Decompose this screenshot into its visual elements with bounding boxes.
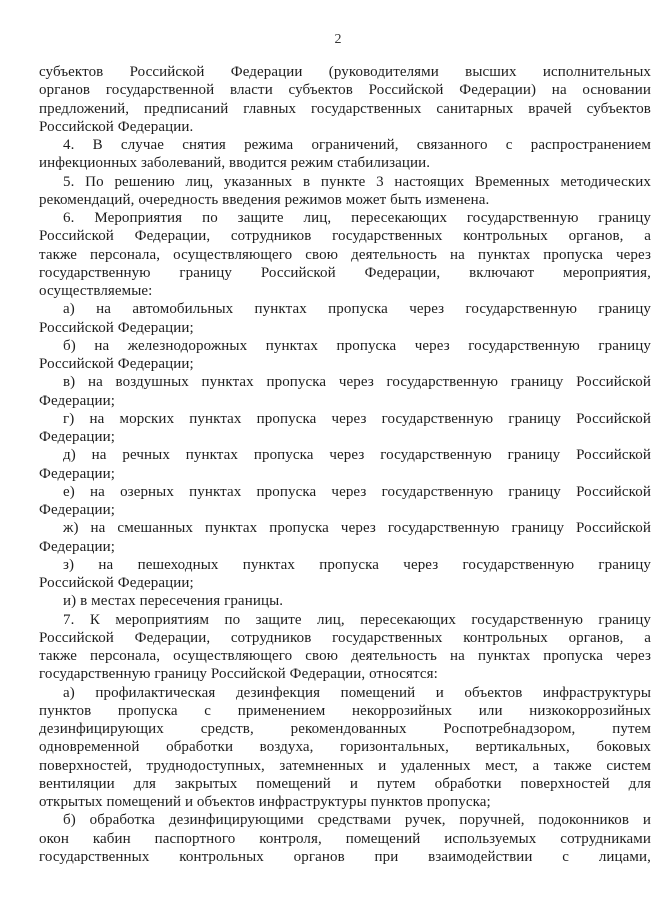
text-line: инфекционных заболеваний, вводится режим стабилизации. (39, 155, 431, 172)
text-line: б) обработка дезинфицирующими средствами ручек, поручней, подоконников и (63, 812, 651, 829)
text-line: пунктов пропуска с применением некоррозийных или низкокоррозийных (39, 702, 651, 719)
text-line: государственных контрольных органов при взаимодействии с лицами, (39, 848, 651, 865)
text-line: е) на озерных пунктах пропуска через государственную границу Российской (63, 483, 651, 500)
text-line: г) на морских пунктах пропуска через государственную границу Российской (63, 410, 651, 427)
text-line: Федерации; (39, 538, 116, 555)
text-line: одновременной обработки воздуха, горизонтальных, вертикальных, боковых (39, 739, 651, 756)
text-line: и) в местах пересечения границы. (63, 593, 284, 610)
text-line: дезинфицирующих средств, рекомендованных Роспотребнадзором, путем (39, 721, 651, 737)
text-line: 5. По решению лиц, указанных в пункте 3 настоящих Временных методических (63, 173, 651, 190)
text-line: а) на автомобильных пунктах пропуска через государственную границу (63, 301, 651, 318)
text-line: также персонала, осуществляющего свою деятельность на пунктах пропуска через (39, 648, 651, 664)
text-line: Федерации; (39, 465, 116, 482)
paragraph (39, 446, 651, 483)
text-line: открытых помещений и объектов инфраструктуры пунктов пропуска; (39, 794, 491, 810)
paragraph (39, 483, 651, 520)
page-number: 2 (334, 32, 342, 47)
paragraph (39, 811, 651, 866)
text-line: з) на пешеходных пунктах пропуска через государственную границу (63, 556, 651, 573)
text-line: органов государственной власти субъектов Российской Федерации) на основании (39, 82, 651, 99)
paragraph (39, 300, 651, 337)
paragraph (39, 410, 651, 447)
text-line: субъектов Российской Федерации (руководителями высших исполнительных (39, 64, 651, 80)
paragraph (39, 592, 651, 610)
text-line: предложений, предписаний главных государственных санитарных врачей субъектов (39, 100, 651, 117)
text-line: Российской Федерации; (39, 575, 194, 591)
text-line: Российской Федерации; (39, 319, 194, 336)
text-line: также персонала, осуществляющего свою деятельность на пунктах пропуска через (39, 246, 651, 263)
text-line: 7. К мероприятиям по защите лиц, пересекающих государственную границу (63, 611, 651, 628)
text-line: рекомендаций, очередность введения режимов может быть изменена. (39, 191, 490, 208)
paragraph (39, 173, 651, 210)
text-line: Федерации; (39, 429, 116, 445)
paragraph (39, 556, 651, 593)
paragraph (39, 373, 651, 410)
text-line: Федерации; (39, 502, 116, 518)
paragraph (39, 519, 651, 556)
text-line: государственную границу Российской Федерации, относятся: (39, 666, 438, 683)
text-line: б) на железнодорожных пунктах пропуска через государственную границу (63, 337, 651, 354)
text-line: поверхностей, труднодоступных, затемненных и удаленных мест, а также систем (39, 757, 651, 774)
text-line: Российской Федерации. (39, 118, 194, 135)
text-line: государственную границу Российской Федерации, включают мероприятия, (39, 264, 651, 281)
text-line: 6. Мероприятия по защите лиц, пересекающих государственную границу (63, 210, 651, 226)
paragraph (39, 136, 651, 173)
text-line: осуществляемые: (39, 283, 153, 299)
paragraph (39, 611, 651, 684)
text-line: Российской Федерации; (39, 356, 194, 372)
paragraph (39, 684, 651, 812)
paragraph (39, 63, 651, 136)
text-line: ж) на смешанных пунктах пропуска через государственную границу Российской (63, 520, 651, 537)
paragraph (39, 337, 651, 374)
text-line: Российской Федерации, сотрудников государственных контрольных органов, а (39, 228, 651, 245)
text-line: Федерации; (39, 392, 116, 409)
text-line: вентиляции для закрытых помещений и путем обработки поверхностей для (39, 775, 651, 792)
document-body (39, 63, 651, 866)
text-line: 4. В случае снятия режима ограничений, связанного с распространением (63, 137, 651, 153)
text-line: а) профилактическая дезинфекция помещений и объектов инфраструктуры (63, 684, 651, 701)
text-line: Российской Федерации, сотрудников государственных контрольных органов, а (39, 629, 651, 646)
text-line: окон кабин паспортного контроля, помещений используемых сотрудниками (39, 830, 651, 847)
text-line: д) на речных пунктах пропуска через государственную границу Российской (63, 447, 651, 464)
text-line: в) на воздушных пунктах пропуска через государственную границу Российской (63, 374, 651, 391)
paragraph (39, 209, 651, 300)
